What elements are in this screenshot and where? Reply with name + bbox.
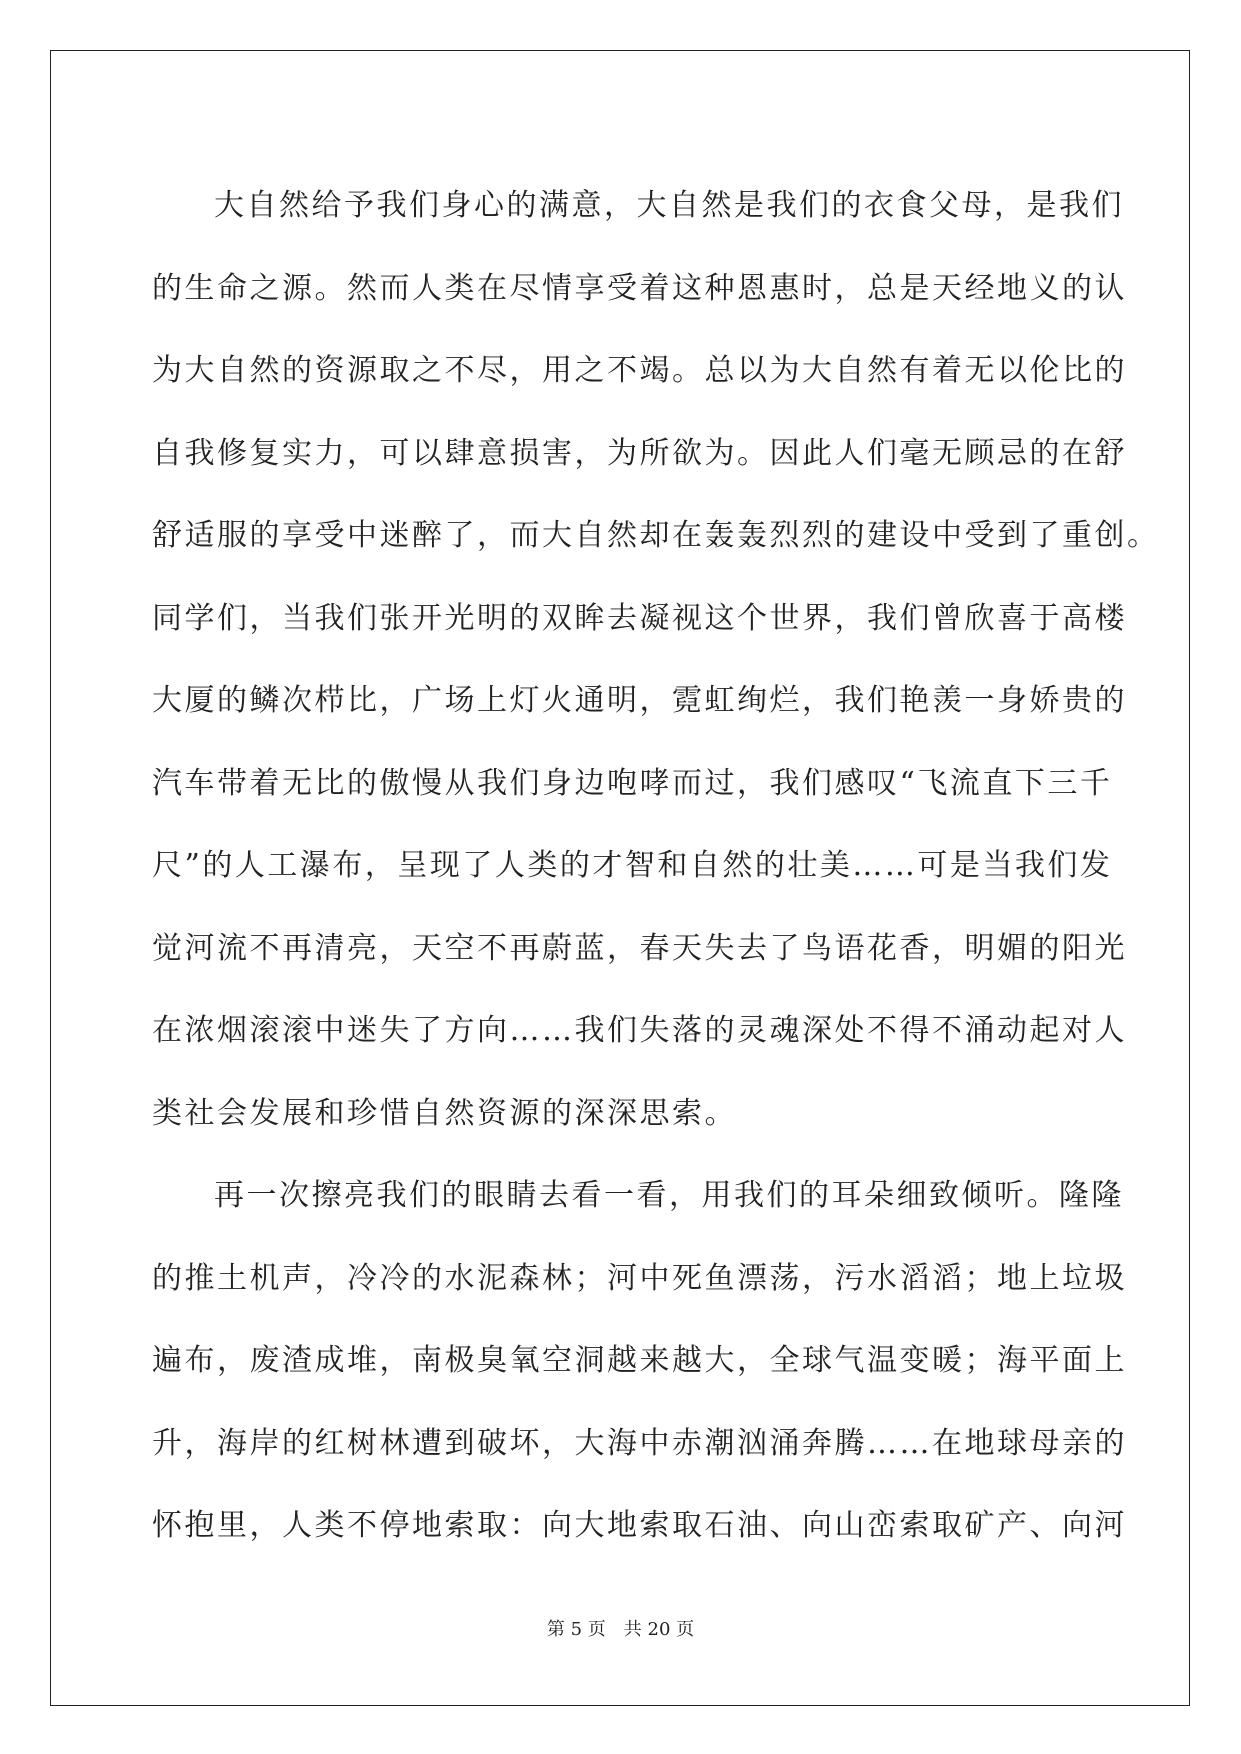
text-line: 升，海岸的红树林遭到破坏，大海中赤潮汹涌奔腾……在地球母亲的	[152, 1425, 1127, 1461]
text-line: 的推土机声，冷冷的水泥森林；河中死鱼漂荡，污水滔滔；地上垃圾	[152, 1260, 1127, 1296]
text-line: 怀抱里，人类不停地索取：向大地索取石油、向山峦索取矿产、向河	[152, 1508, 1127, 1543]
text-line: 再一次擦亮我们的眼睛去看一看，用我们的耳朵细致倾听。隆隆	[214, 1178, 1124, 1213]
page-number: 第 5 页	[546, 1619, 606, 1640]
page-footer	[0, 1615, 1241, 1641]
text-line: 自我修复实力，可以肆意损害，为所欲为。因此人们毫无顾忌的在舒	[152, 435, 1127, 471]
text-line: 同学们，当我们张开光明的双眸去凝视这个世界，我们曾欣喜于高楼	[152, 600, 1127, 636]
text-line: 遍布，废渣成堆，南极臭氧空洞越来越大，全球气温变暖；海平面上	[152, 1343, 1127, 1378]
text-line: 在浓烟滚滚中迷失了方向……我们失落的灵魂深处不得不涌动起对人	[152, 1013, 1127, 1048]
text-line: 觉河流不再清亮，天空不再蔚蓝，春天失去了鸟语花香，明媚的阳光	[152, 930, 1127, 966]
document-body	[152, 165, 1160, 1568]
text-line: 类社会发展和珍惜自然资源的深深思索。	[152, 1095, 737, 1131]
paragraph-2	[152, 1155, 1127, 1568]
text-line: 尺”的人工瀑布，呈现了人类的才智和自然的壮美……可是当我们发	[152, 848, 1113, 883]
text-line: 大厦的鳞次栉比，广场上灯火通明，霓虹绚烂，我们艳羡一身娇贵的	[152, 683, 1127, 718]
text-line: 汽车带着无比的傲慢从我们身边咆哮而过，我们感叹“飞流直下三千	[152, 765, 1113, 801]
text-line: 舒适服的享受中迷醉了，而大自然却在轰轰烈烈的建设中受到了重创。	[152, 518, 1160, 553]
text-line: 的生命之源。然而人类在尽情享受着这种恩惠时，总是天经地义的认	[152, 270, 1127, 306]
text-line: 为大自然的资源取之不尽，用之不竭。总以为大自然有着无以伦比的	[152, 353, 1127, 388]
text-line: 大自然给予我们身心的满意，大自然是我们的衣食父母，是我们	[214, 188, 1124, 223]
paragraph-1	[152, 165, 1160, 1155]
page-total: 共 20 页	[623, 1619, 695, 1640]
